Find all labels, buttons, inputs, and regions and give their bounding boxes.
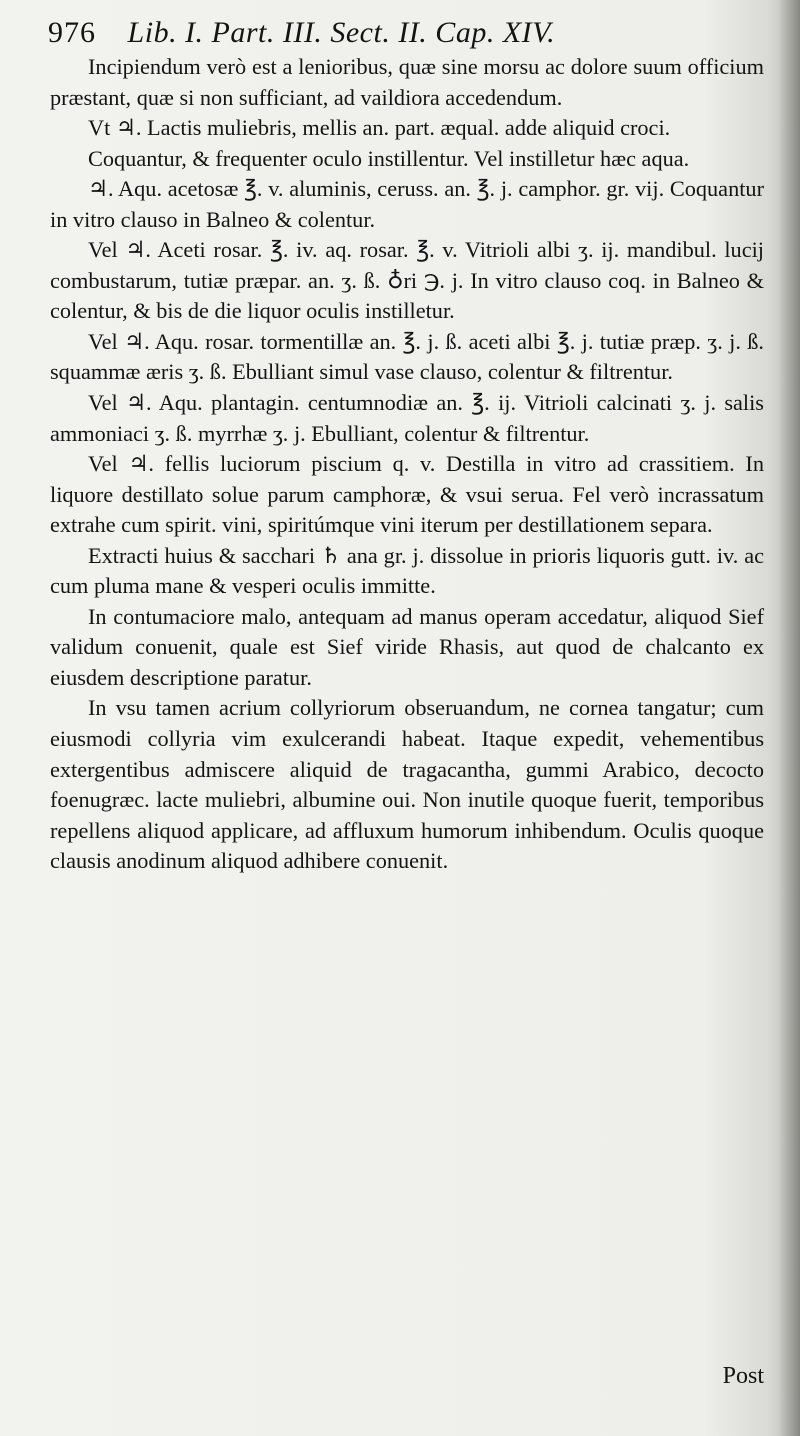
paragraph: Vt ♃. Lactis muliebris, mellis an. part. æqual. adde aliquid croci.: [88, 115, 671, 141]
page-header: [48, 14, 768, 52]
paragraph: Vel ♃. Aqu. rosar. tormentillæ an. ℥. j. ß. aceti albi ℥. j. tutiæ præp. ʒ. j. ß. squammæ æris ʒ. ß. Ebulliant simul vase clauso, colentur & filtrentur.: [50, 328, 764, 385]
page-number: 976: [48, 16, 96, 49]
paragraph: Vel ♃. Aceti rosar. ℥. iv. aq. rosar. ℥. v. Vitrioli albi ʒ. ij. mandibul. lucij combustarum, tutiæ præpar. an. ʒ. ß. ♁ri ℈. j. In vitro clauso coq. in Balneo & colentur, & bis de die liquor oculis instilletur.: [50, 237, 764, 324]
main-text: [50, 52, 764, 877]
paragraph: In contumaciore malo, antequam ad manus operam accedatur, aliquod Sief validum conuenit, quale est Sief viride Rhasis, aut quod de chalcanto ex eiusdem descriptione paratur.: [50, 603, 764, 690]
paragraph: ♃. Aqu. acetosæ ℥. v. aluminis, ceruss. an. ℥. j. camphor. gr. vij. Coquantur in vitro clauso in Balneo & colentur.: [50, 176, 764, 232]
running-head: Lib. I. Part. III. Sect. II. Cap. XIV.: [127, 16, 556, 49]
paragraph: Extracti huius & sacchari ♄ ana gr. j. dissolue in prioris liquoris gutt. iv. ac cum pluma mane & vesperi oculis immitte.: [50, 542, 764, 599]
paragraph: In vsu tamen acrium collyriorum obseruandum, ne cornea tangatur; cum eiusmodi collyria vim exulcerandi habeat. Itaque expedit, vehementibus extergentibus admiscere aliquid de tragacantha, gummi Arabico, decocto foenugræc. lacte muliebri, albumine oui. Non inutile quoque fuerit, temporibus repellens aliquod applicare, ad affluxum humorum inhibendum. Oculis quoque clausis anodinum aliquod adhibere conuenit.: [50, 695, 764, 874]
paragraph: Coquantur, & frequenter oculo instillentur. Vel instilletur hæc aqua.: [88, 145, 690, 171]
paragraph: Vel ♃. fellis luciorum piscium q. v. Destilla in vitro ad crassitiem. In liquore destillato solue parum camphoræ, & vsui serua. Fel verò incrassatum extrahe cum spirit. vini, spiritúmque vini iterum per destillationem separa.: [50, 451, 764, 538]
paragraph: Incipiendum verò est a lenioribus, quæ sine morsu ac dolore suum officium præstant, quæ si non sufficiant, ad vaildiora accedendum.: [50, 54, 764, 110]
page-binding-shadow: [778, 0, 800, 1436]
paragraph: Vel ♃. Aqu. plantagin. centumnodiæ an. ℥. ij. Vitrioli calcinati ʒ. j. salis ammoniaci ʒ. ß. myrrhæ ʒ. j. Ebulliant, colentur & filtrentur.: [50, 390, 764, 446]
catchword: Post: [722, 1363, 764, 1389]
